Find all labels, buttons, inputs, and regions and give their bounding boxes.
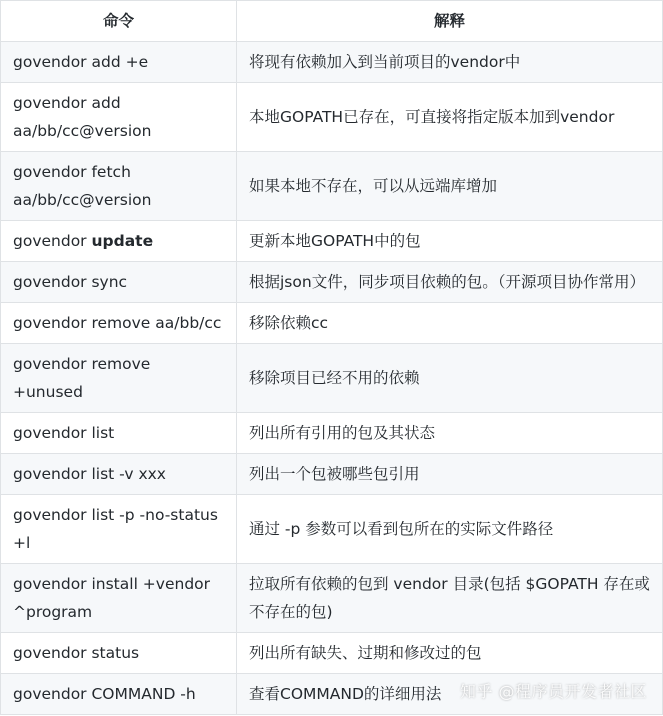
table-row [1,303,663,344]
command-cell: govendor status [1,633,237,674]
description-cell: 如果本地不存在，可以从远端库增加 [237,152,663,221]
description-cell: 通过 -p 参数可以看到包所在的实际文件路径 [237,495,663,564]
command-cell: govendor remove +unused [1,344,237,413]
table-row [1,413,663,454]
table-row [1,221,663,262]
description-cell: 根据json文件，同步项目依赖的包。（开源项目协作常用） [237,262,663,303]
command-cell: govendor list -v xxx [1,454,237,495]
header-command: 命令 [1,1,237,42]
command-cell: govendor list -p -no-status +l [1,495,237,564]
command-cell: govendor install +vendor ^program [1,564,237,633]
command-cell: govendor fetch aa/bb/cc@version [1,152,237,221]
description-cell: 拉取所有依赖的包到 vendor 目录(包括 $GOPATH 存在或不存在的包) [237,564,663,633]
table-row [1,564,663,633]
table-row [1,83,663,152]
table-row [1,633,663,674]
description-cell: 更新本地GOPATH中的包 [237,221,663,262]
table-row [1,454,663,495]
table-row [1,42,663,83]
command-cell: govendor add +e [1,42,237,83]
description-cell: 将现有依赖加入到当前项目的vendor中 [237,42,663,83]
description-cell: 移除项目已经不用的依赖 [237,344,663,413]
description-cell: 本地GOPATH已存在，可直接将指定版本加到vendor [237,83,663,152]
description-cell: 列出所有引用的包及其状态 [237,413,663,454]
command-cell: govendor remove aa/bb/cc [1,303,237,344]
description-cell: 查看COMMAND的详细用法 [237,674,663,715]
table-row [1,495,663,564]
command-bold-keyword: update [91,232,154,250]
description-cell: 移除依赖cc [237,303,663,344]
table-header-row [1,1,663,42]
header-explanation: 解释 [237,1,663,42]
description-cell: 列出所有缺失、过期和修改过的包 [237,633,663,674]
command-cell: govendor COMMAND -h [1,674,237,715]
watermark: 知乎 @程序员开发者社区 [459,682,647,701]
command-cell [1,221,237,262]
command-cell: govendor sync [1,262,237,303]
command-cell: govendor add aa/bb/cc@version [1,83,237,152]
command-prefix: govendor [13,232,92,250]
table-row [1,262,663,303]
command-cell: govendor list [1,413,237,454]
table-row [1,152,663,221]
description-cell: 列出一个包被哪些包引用 [237,454,663,495]
table-row [1,344,663,413]
